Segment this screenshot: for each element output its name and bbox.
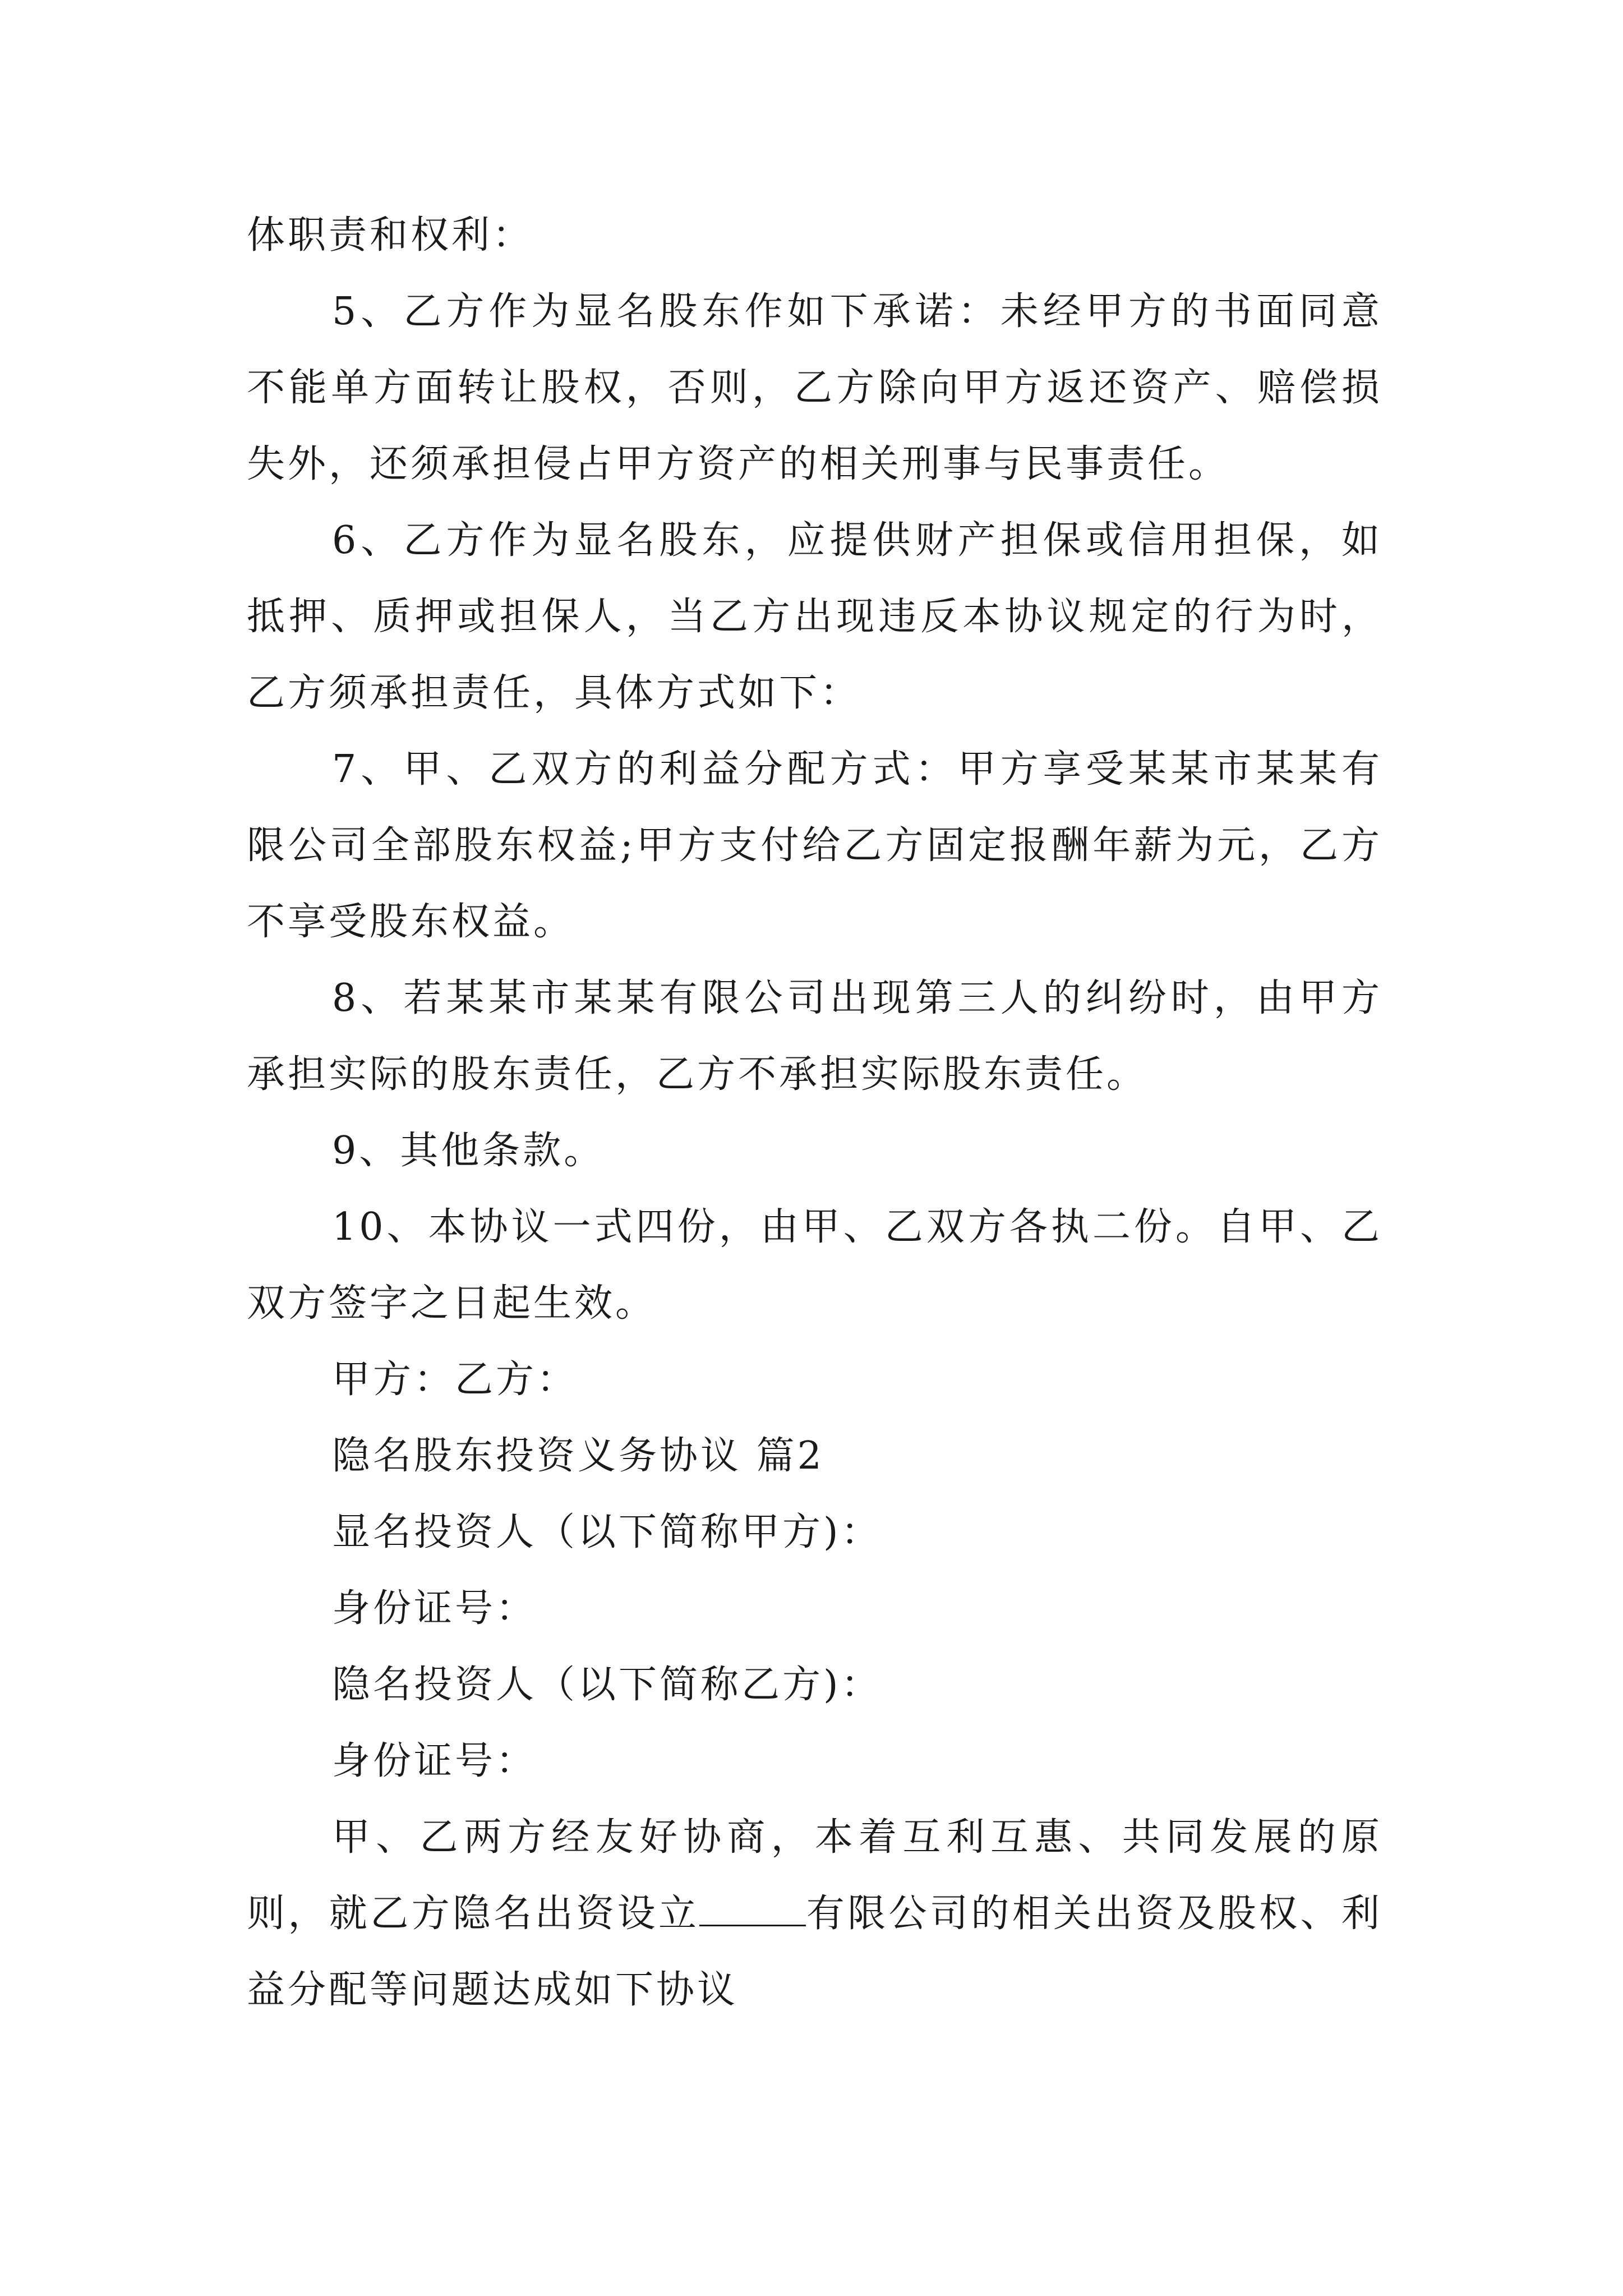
- party-a-id-line: 身份证号：: [332, 1586, 537, 1631]
- paragraph-clause-10: 10、本协议一式四份，由甲、乙双方各执二份。自甲、乙双方签字之日起生效。: [247, 1205, 1382, 1326]
- paragraph-clause-9: 9、其他条款。: [332, 1129, 605, 1173]
- party-a-line: 显名投资人（以下简称甲方)：: [332, 1510, 882, 1554]
- paragraph-duties-continuation: 体职责和权利：: [247, 213, 534, 257]
- paragraph-clause-8: 8、若某某市某某有限公司出现第三人的纠纷时，由甲方承担实际的股东责任，乙方不承担实际股东责任。: [247, 976, 1382, 1097]
- document-body: [247, 197, 1382, 2028]
- party-b-line: 隐名投资人（以下简称乙方)：: [332, 1663, 882, 1707]
- paragraph-agreement-intro: [247, 1800, 1382, 2028]
- signature-line: 甲方：乙方：: [332, 1358, 578, 1402]
- company-name-blank: [699, 1891, 806, 1926]
- intro-text-before-blank: 甲、乙两方经友好协商，本着互利互惠、共同发展的原则，就乙方隐名出资设立: [247, 1815, 1382, 1936]
- paragraph-clause-7: 7、甲、乙双方的利益分配方式：甲方享受某某市某某有限公司全部股东权益;甲方支付给乙方固定报酬年薪为元，乙方不享受股东权益。: [247, 747, 1382, 944]
- party-b-id-line: 身份证号：: [332, 1739, 537, 1783]
- paragraph-clause-5: 5、乙方作为显名股东作如下承诺：未经甲方的书面同意不能单方面转让股权，否则，乙方除向甲方返还资产、赔偿损失外，还须承担侵占甲方资产的相关刑事与民事责任。: [247, 289, 1382, 486]
- section-heading: 隐名股东投资义务协议 篇2: [332, 1434, 824, 1478]
- intro-text-after-blank: 有限公司的相关出资及股权、利益分配等问题达成如下协议: [247, 1892, 1382, 2012]
- paragraph-clause-6: 6、乙方作为显名股东，应提供财产担保或信用担保，如抵押、质押或担保人，当乙方出现违反本协议规定的行为时，乙方须承担责任，具体方式如下：: [247, 518, 1382, 715]
